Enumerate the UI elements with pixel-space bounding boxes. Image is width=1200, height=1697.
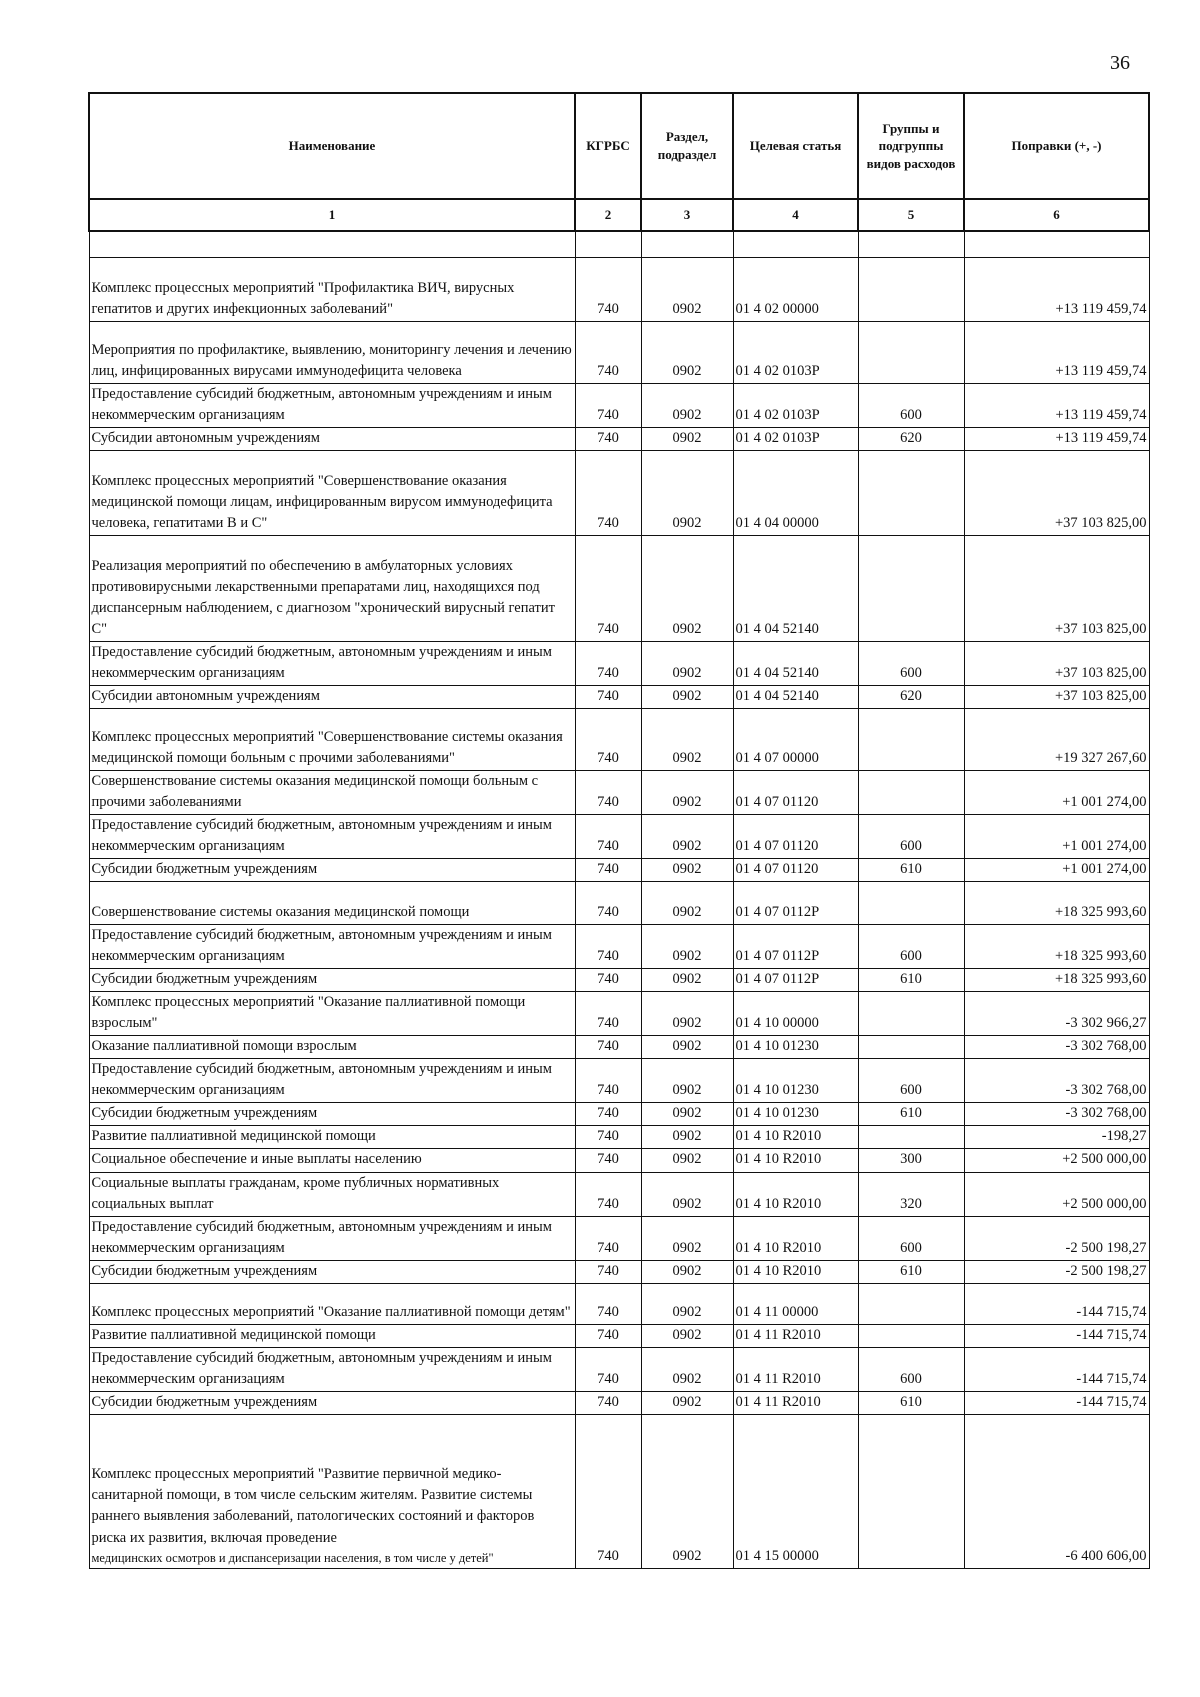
- row-target-article: 01 4 04 52140: [733, 642, 858, 686]
- spacer-row: [89, 231, 1149, 258]
- row-expense-group: 600: [858, 815, 964, 859]
- row-kgrbs: 740: [575, 686, 641, 709]
- row-section: 0902: [641, 1216, 733, 1260]
- row-section: 0902: [641, 428, 733, 451]
- row-section: 0902: [641, 815, 733, 859]
- row-section: 0902: [641, 451, 733, 536]
- row-expense-group: 620: [858, 686, 964, 709]
- row-name: Развитие паллиативной медицинской помощи: [89, 1324, 575, 1347]
- row-section: 0902: [641, 384, 733, 428]
- row-target-article: 01 4 04 52140: [733, 686, 858, 709]
- row-expense-group: 600: [858, 1347, 964, 1391]
- row-expense-group: 620: [858, 428, 964, 451]
- row-name: Комплекс процессных мероприятий "Профилактика ВИЧ, вирусных гепатитов и других инфекционных заболеваний": [89, 258, 575, 322]
- row-target-article: 01 4 07 0112P: [733, 969, 858, 992]
- row-amount: -3 302 768,00: [964, 1036, 1149, 1059]
- row-target-article: 01 4 10 R2010: [733, 1216, 858, 1260]
- row-expense-group: 600: [858, 1059, 964, 1103]
- row-target-article: 01 4 10 R2010: [733, 1172, 858, 1216]
- row-target-article: 01 4 10 01230: [733, 1103, 858, 1126]
- row-expense-group: [858, 1036, 964, 1059]
- table-row: [89, 428, 1149, 451]
- row-kgrbs: 740: [575, 1059, 641, 1103]
- row-name: Социальные выплаты гражданам, кроме публичных нормативных социальных выплат: [89, 1172, 575, 1216]
- table-row: [89, 642, 1149, 686]
- row-name: Предоставление субсидий бюджетным, автономным учреждениям и иным некоммерческим организациям: [89, 1216, 575, 1260]
- row-name: Субсидии автономным учреждениям: [89, 428, 575, 451]
- table-row: [89, 322, 1149, 384]
- row-section: 0902: [641, 709, 733, 771]
- row-kgrbs: 740: [575, 1126, 641, 1149]
- row-target-article: 01 4 07 00000: [733, 709, 858, 771]
- row-kgrbs: 740: [575, 1260, 641, 1283]
- row-section: 0902: [641, 859, 733, 882]
- row-amount: +37 103 825,00: [964, 642, 1149, 686]
- row-target-article: 01 4 07 01120: [733, 771, 858, 815]
- row-kgrbs: 740: [575, 925, 641, 969]
- row-amount: +18 325 993,60: [964, 969, 1149, 992]
- row-amount: +1 001 274,00: [964, 815, 1149, 859]
- row-section: 0902: [641, 969, 733, 992]
- row-name: Предоставление субсидий бюджетным, автономным учреждениям и иным некоммерческим организациям: [89, 1059, 575, 1103]
- row-amount: -3 302 966,27: [964, 992, 1149, 1036]
- table-row: [89, 1103, 1149, 1126]
- table-row: [89, 925, 1149, 969]
- header-name: Наименование: [89, 93, 575, 199]
- row-section: 0902: [641, 925, 733, 969]
- table-row: [89, 969, 1149, 992]
- table-row: [89, 1391, 1149, 1414]
- row-section: 0902: [641, 258, 733, 322]
- row-target-article: 01 4 07 01120: [733, 815, 858, 859]
- row-name: Совершенствование системы оказания медицинской помощи: [89, 882, 575, 925]
- row-target-article: 01 4 02 0103P: [733, 384, 858, 428]
- table-row: [89, 859, 1149, 882]
- row-target-article: 01 4 11 R2010: [733, 1347, 858, 1391]
- row-amount: +18 325 993,60: [964, 925, 1149, 969]
- table-row: [89, 258, 1149, 322]
- table-row: [89, 1216, 1149, 1260]
- row-kgrbs: 740: [575, 1324, 641, 1347]
- row-kgrbs: 740: [575, 992, 641, 1036]
- row-expense-group: [858, 1283, 964, 1324]
- row-amount: +13 119 459,74: [964, 258, 1149, 322]
- column-number: 6: [964, 199, 1149, 231]
- row-section: 0902: [641, 1126, 733, 1149]
- row-kgrbs: 740: [575, 536, 641, 642]
- row-name: Комплекс процессных мероприятий "Совершенствование системы оказания медицинской помощи больным с прочими заболеваниями": [89, 709, 575, 771]
- row-name: Совершенствование системы оказания медицинской помощи больным с прочими заболеваниями: [89, 771, 575, 815]
- table-header-row: [89, 93, 1149, 199]
- table-row: [89, 536, 1149, 642]
- row-amount: +37 103 825,00: [964, 536, 1149, 642]
- row-kgrbs: 740: [575, 1172, 641, 1216]
- row-target-article: 01 4 02 00000: [733, 258, 858, 322]
- row-amount: +1 001 274,00: [964, 771, 1149, 815]
- row-name: Предоставление субсидий бюджетным, автономным учреждениям и иным некоммерческим организациям: [89, 642, 575, 686]
- row-kgrbs: 740: [575, 258, 641, 322]
- table-row: [89, 1414, 1149, 1568]
- row-target-article: 01 4 11 R2010: [733, 1391, 858, 1414]
- table-row: [89, 384, 1149, 428]
- row-name: Мероприятия по профилактике, выявлению, мониторингу лечения и лечению лиц, инфицированных вирусами иммунодефицита человека: [89, 322, 575, 384]
- row-section: 0902: [641, 642, 733, 686]
- row-name: Субсидии бюджетным учреждениям: [89, 859, 575, 882]
- row-expense-group: 610: [858, 1103, 964, 1126]
- row-target-article: 01 4 15 00000: [733, 1414, 858, 1568]
- row-amount: +1 001 274,00: [964, 859, 1149, 882]
- column-number: 5: [858, 199, 964, 231]
- row-kgrbs: 740: [575, 1283, 641, 1324]
- row-name: Субсидии бюджетным учреждениям: [89, 1103, 575, 1126]
- table-row: [89, 686, 1149, 709]
- row-name: Субсидии бюджетным учреждениям: [89, 1260, 575, 1283]
- row-expense-group: 600: [858, 925, 964, 969]
- row-name: Реализация мероприятий по обеспечению в амбулаторных условиях противовирусными лекарственными препаратами лиц, находящихся под диспансерным наблюдением, с диагнозом "хронический вирусный гепатит С": [89, 536, 575, 642]
- row-name: Социальное обеспечение и иные выплаты населению: [89, 1149, 575, 1172]
- row-amount: +37 103 825,00: [964, 686, 1149, 709]
- row-amount: -6 400 606,00: [964, 1414, 1149, 1568]
- row-kgrbs: 740: [575, 642, 641, 686]
- row-kgrbs: 740: [575, 322, 641, 384]
- table-row: [89, 1283, 1149, 1324]
- row-name: Предоставление субсидий бюджетным, автономным учреждениям и иным некоммерческим организациям: [89, 925, 575, 969]
- row-section: 0902: [641, 1172, 733, 1216]
- table-row: [89, 1126, 1149, 1149]
- column-number: 4: [733, 199, 858, 231]
- row-section: 0902: [641, 1414, 733, 1568]
- row-kgrbs: 740: [575, 1149, 641, 1172]
- row-amount: -198,27: [964, 1126, 1149, 1149]
- table-row: [89, 709, 1149, 771]
- row-kgrbs: 740: [575, 969, 641, 992]
- row-name: Развитие паллиативной медицинской помощи: [89, 1126, 575, 1149]
- row-expense-group: 610: [858, 1260, 964, 1283]
- row-section: 0902: [641, 1347, 733, 1391]
- row-section: 0902: [641, 771, 733, 815]
- row-expense-group: [858, 882, 964, 925]
- row-kgrbs: 740: [575, 1216, 641, 1260]
- row-amount: -144 715,74: [964, 1347, 1149, 1391]
- table-row: [89, 1260, 1149, 1283]
- row-target-article: 01 4 11 00000: [733, 1283, 858, 1324]
- table-row: [89, 1347, 1149, 1391]
- header-expense-groups: Группы и подгруппы видов расходов: [858, 93, 964, 199]
- row-target-article: 01 4 11 R2010: [733, 1324, 858, 1347]
- row-kgrbs: 740: [575, 815, 641, 859]
- row-amount: +13 119 459,74: [964, 428, 1149, 451]
- row-expense-group: [858, 322, 964, 384]
- column-number: 2: [575, 199, 641, 231]
- row-expense-group: [858, 992, 964, 1036]
- row-target-article: 01 4 10 01230: [733, 1059, 858, 1103]
- row-kgrbs: 740: [575, 428, 641, 451]
- row-amount: -144 715,74: [964, 1283, 1149, 1324]
- page-number: 36: [1110, 52, 1130, 74]
- row-expense-group: 610: [858, 859, 964, 882]
- row-target-article: 01 4 10 R2010: [733, 1149, 858, 1172]
- row-amount: +2 500 000,00: [964, 1149, 1149, 1172]
- row-section: 0902: [641, 1391, 733, 1414]
- row-target-article: 01 4 07 01120: [733, 859, 858, 882]
- row-amount: +18 325 993,60: [964, 882, 1149, 925]
- row-amount: -2 500 198,27: [964, 1216, 1149, 1260]
- table-row: [89, 1172, 1149, 1216]
- row-expense-group: [858, 536, 964, 642]
- row-section: 0902: [641, 1149, 733, 1172]
- row-section: 0902: [641, 1059, 733, 1103]
- row-amount: -2 500 198,27: [964, 1260, 1149, 1283]
- row-name: Субсидии бюджетным учреждениям: [89, 969, 575, 992]
- row-target-article: 01 4 10 R2010: [733, 1260, 858, 1283]
- column-number: 1: [89, 199, 575, 231]
- row-kgrbs: 740: [575, 1103, 641, 1126]
- row-kgrbs: 740: [575, 1414, 641, 1568]
- row-amount: -3 302 768,00: [964, 1103, 1149, 1126]
- table-row: [89, 1059, 1149, 1103]
- row-name: Предоставление субсидий бюджетным, автономным учреждениям и иным некоммерческим организациям: [89, 815, 575, 859]
- row-section: 0902: [641, 882, 733, 925]
- row-amount: +19 327 267,60: [964, 709, 1149, 771]
- row-kgrbs: 740: [575, 771, 641, 815]
- row-name: Комплекс процессных мероприятий "Оказание паллиативной помощи детям": [89, 1283, 575, 1324]
- row-expense-group: [858, 258, 964, 322]
- row-section: 0902: [641, 1036, 733, 1059]
- row-target-article: 01 4 04 00000: [733, 451, 858, 536]
- row-expense-group: [858, 451, 964, 536]
- row-kgrbs: 740: [575, 384, 641, 428]
- table-row: [89, 1149, 1149, 1172]
- table-row: [89, 815, 1149, 859]
- table-row: [89, 1036, 1149, 1059]
- row-name: Субсидии автономным учреждениям: [89, 686, 575, 709]
- row-name: Предоставление субсидий бюджетным, автономным учреждениям и иным некоммерческим организациям: [89, 384, 575, 428]
- row-section: 0902: [641, 1260, 733, 1283]
- row-section: 0902: [641, 1103, 733, 1126]
- table-row: [89, 451, 1149, 536]
- row-amount: +13 119 459,74: [964, 322, 1149, 384]
- row-target-article: 01 4 10 R2010: [733, 1126, 858, 1149]
- row-section: 0902: [641, 536, 733, 642]
- row-target-article: 01 4 02 0103P: [733, 322, 858, 384]
- header-amendments: Поправки (+, -): [964, 93, 1149, 199]
- row-expense-group: [858, 1324, 964, 1347]
- column-number: 3: [641, 199, 733, 231]
- row-kgrbs: 740: [575, 859, 641, 882]
- row-expense-group: 320: [858, 1172, 964, 1216]
- row-amount: +37 103 825,00: [964, 451, 1149, 536]
- row-name: Субсидии бюджетным учреждениям: [89, 1391, 575, 1414]
- row-section: 0902: [641, 1324, 733, 1347]
- row-target-article: 01 4 04 52140: [733, 536, 858, 642]
- row-amount: -144 715,74: [964, 1324, 1149, 1347]
- row-amount: +13 119 459,74: [964, 384, 1149, 428]
- row-expense-group: 300: [858, 1149, 964, 1172]
- row-target-article: 01 4 07 0112P: [733, 925, 858, 969]
- row-expense-group: [858, 709, 964, 771]
- row-kgrbs: 740: [575, 1347, 641, 1391]
- column-numbers-row: [89, 199, 1149, 231]
- row-kgrbs: 740: [575, 451, 641, 536]
- table-row: [89, 1324, 1149, 1347]
- row-amount: -3 302 768,00: [964, 1059, 1149, 1103]
- header-target-article: Целевая статья: [733, 93, 858, 199]
- row-target-article: 01 4 10 01230: [733, 1036, 858, 1059]
- table-row: [89, 882, 1149, 925]
- budget-amendments-table: [88, 92, 1150, 1569]
- row-amount: -144 715,74: [964, 1391, 1149, 1414]
- row-section: 0902: [641, 992, 733, 1036]
- row-section: 0902: [641, 1283, 733, 1324]
- row-expense-group: [858, 771, 964, 815]
- row-kgrbs: 740: [575, 709, 641, 771]
- row-target-article: 01 4 10 00000: [733, 992, 858, 1036]
- row-section: 0902: [641, 322, 733, 384]
- row-name: Оказание паллиативной помощи взрослым: [89, 1036, 575, 1059]
- row-section: 0902: [641, 686, 733, 709]
- row-expense-group: 600: [858, 642, 964, 686]
- row-expense-group: 600: [858, 1216, 964, 1260]
- row-expense-group: 610: [858, 1391, 964, 1414]
- table-row: [89, 771, 1149, 815]
- row-kgrbs: 740: [575, 1036, 641, 1059]
- table-row: [89, 992, 1149, 1036]
- row-kgrbs: 740: [575, 1391, 641, 1414]
- row-expense-group: [858, 1414, 964, 1568]
- row-amount: +2 500 000,00: [964, 1172, 1149, 1216]
- row-expense-group: 600: [858, 384, 964, 428]
- row-kgrbs: 740: [575, 882, 641, 925]
- row-name: Комплекс процессных мероприятий "Совершенствование оказания медицинской помощи лицам, инфицированным вирусом иммунодефицита человека, гепатитами В и С": [89, 451, 575, 536]
- row-expense-group: [858, 1126, 964, 1149]
- row-name: Комплекс процессных мероприятий "Развитие первичной медико-санитарной помощи, в том числе сельским жителям. Развитие системы раннего выявления заболеваний, патологических состояний и факторов риска их развития, включая проведение медицинских осмотров и диспансеризации населения, в том числе у детей": [89, 1414, 575, 1568]
- row-target-article: 01 4 07 0112P: [733, 882, 858, 925]
- header-section: Раздел, подраздел: [641, 93, 733, 199]
- row-expense-group: 610: [858, 969, 964, 992]
- row-name: Комплекс процессных мероприятий "Оказание паллиативной помощи взрослым": [89, 992, 575, 1036]
- header-kgrbs: КГРБС: [575, 93, 641, 199]
- row-name-continuation: медицинских осмотров и диспансеризации населения, в том числе у детей": [91, 1550, 494, 1565]
- row-target-article: 01 4 02 0103P: [733, 428, 858, 451]
- row-name: Предоставление субсидий бюджетным, автономным учреждениям и иным некоммерческим организациям: [89, 1347, 575, 1391]
